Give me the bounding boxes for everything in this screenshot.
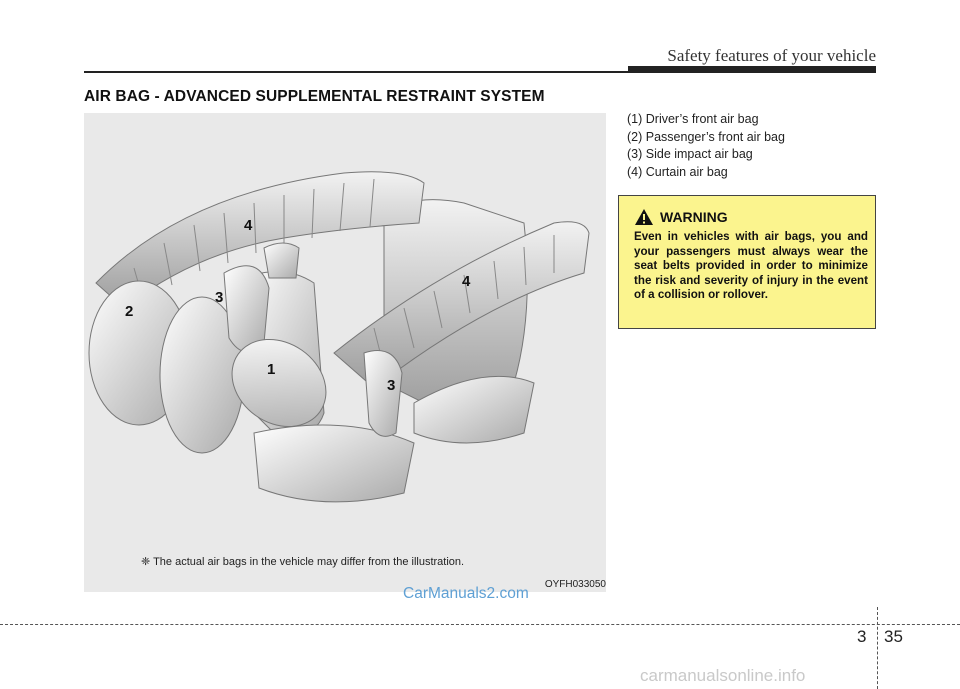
section-title: AIR BAG - ADVANCED SUPPLEMENTAL RESTRAINT SYSTEM	[84, 88, 545, 105]
legend-item: (2) Passenger’s front air bag	[627, 129, 785, 144]
airbag-legend	[627, 111, 785, 181]
callout-label: 3	[387, 377, 396, 394]
callout-label: 4	[244, 217, 253, 234]
side-airbag-rear-shape	[364, 351, 402, 437]
site-watermark: CarManuals2.com	[403, 585, 529, 602]
warning-title: WARNING	[660, 209, 728, 225]
chapter-number: 3	[857, 627, 867, 646]
callout-label: 1	[267, 361, 276, 378]
illustration-disclaimer: ❈ The actual air bags in the vehicle may differ from the illustration.	[141, 556, 465, 568]
side-airbag-front-shape	[224, 266, 269, 352]
seat-cushion-shape	[254, 425, 414, 502]
footer-divider	[877, 607, 878, 689]
callout-label: 3	[215, 289, 224, 306]
warning-text: Even in vehicles with air bags, you and your passengers must always wear the seat belts provided in order to minimize the risk and severity of injury in the event of a collision or rollover.	[634, 230, 868, 302]
legend-item: (3) Side impact air bag	[627, 147, 753, 161]
footer-watermark: carmanualsonline.info	[640, 666, 806, 685]
warning-box	[618, 195, 876, 329]
header-rule	[84, 71, 876, 73]
airbag-illustration	[84, 113, 606, 592]
legend-item: (1) Driver’s front air bag	[627, 112, 759, 126]
airbag-drawing	[84, 113, 606, 592]
running-header: Safety features of your vehicle	[667, 46, 876, 65]
headrest-shape	[264, 243, 299, 278]
legend-item: (4) Curtain air bag	[627, 164, 728, 179]
footer-rule	[0, 624, 960, 625]
callout-label: 2	[125, 303, 134, 320]
callout-label: 4	[462, 273, 471, 290]
figure-code: OYFH033050	[544, 579, 606, 590]
warning-header	[634, 206, 728, 228]
page-number: 35	[884, 627, 903, 646]
warning-triangle-icon	[634, 208, 654, 226]
